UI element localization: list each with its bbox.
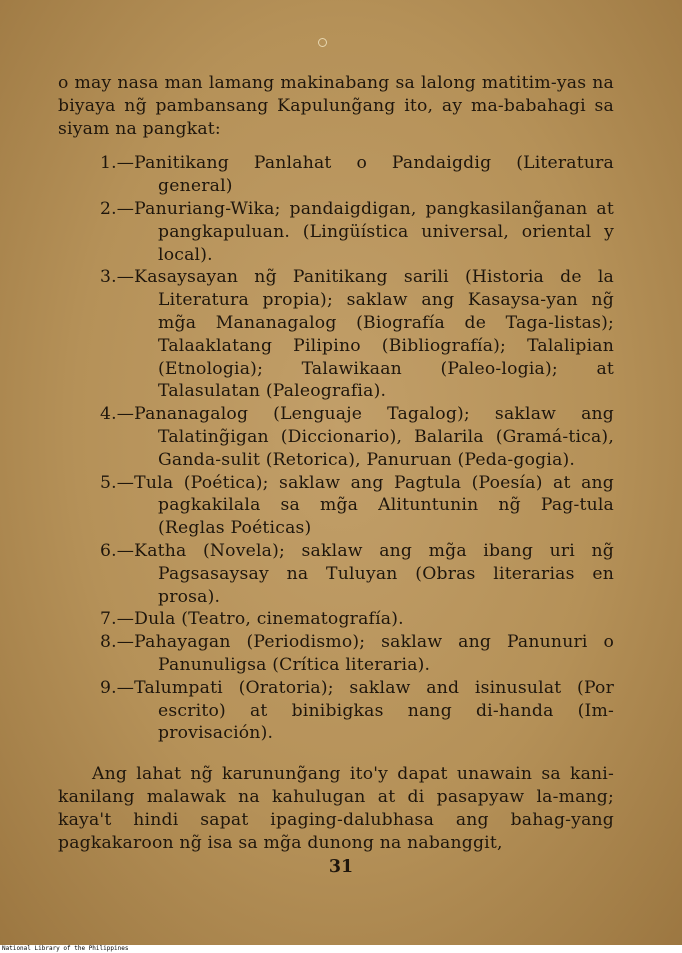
list-item: 9.—Talumpati (Oratoria); saklaw and isinusulat (Por escrito) at binibigkas nang di-handa (Im-provisación). xyxy=(100,677,614,744)
category-list xyxy=(58,152,614,745)
list-item: 7.—Dula (Teatro, cinematografía). xyxy=(100,609,404,630)
page-body xyxy=(58,72,614,854)
paper-speck xyxy=(318,38,327,47)
page-number: 31 xyxy=(328,857,354,877)
list-item: 5.—Tula (Poética); saklaw ang Pagtula (Poesía) at ang pagkakilala sa mg̃a Alituntunin ng̃ Pag-tula (Reglas Poéticas) xyxy=(100,472,614,539)
list-item: 4.—Pananagalog (Lenguaje Tagalog); saklaw ang Talating̃igan (Diccionario), Balarila (Gramá-tica), Ganda-sulit (Retorica), Panuruan (Peda-gogia). xyxy=(100,404,614,470)
list-item: 1.—Panitikang Panlahat o Pandaigdig (Literatura general) xyxy=(100,153,614,197)
list-item: 8.—Pahayagan (Periodismo); saklaw ang Panunuri o Panunuligsa (Crítica literaria). xyxy=(100,632,614,675)
intro-paragraph: o may nasa man lamang makinabang sa lalong matitim-yas na biyaya ng̃ pambansang Kapulung̃ang ito, ay ma-babahagi sa siyam na pangkat: xyxy=(58,73,614,139)
list-item: 6.—Katha (Novela); saklaw ang mg̃a ibang uri ng̃ Pagsasaysay na Tuluyan (Obras literarias en prosa). xyxy=(100,540,614,607)
list-item: 3.—Kasaysayan ng̃ Panitikang sarili (Historia de la Literatura propia); saklaw ang Kasaysa-yan ng̃ mg̃a Mananagalog (Biografía de Taga-listas); Talaaklatang Pilipino (Bibliografía); Talalipian (Etnologia); Talawikaan (Paleo-logia); at Talasulatan (Paleografia). xyxy=(100,267,614,402)
closing-paragraph: Ang lahat ng̃ karunung̃ang ito'y dapat unawain sa kani-kanilang malawak na kahulugan at di pasapyaw la-mang; kaya't hindi sapat ipaging-dalubhasa ang bahag-yang pagkakaroon ng̃ isa sa mg̃a dunong na nabanggit, xyxy=(58,764,614,853)
library-footer: National Library of the Philippines xyxy=(0,945,682,953)
list-item: 2.—Panuriang-Wika; pandaigdigan, pangkasilang̃anan at pangkapuluan. (Lingüística universal, oriental y local). xyxy=(100,198,614,265)
